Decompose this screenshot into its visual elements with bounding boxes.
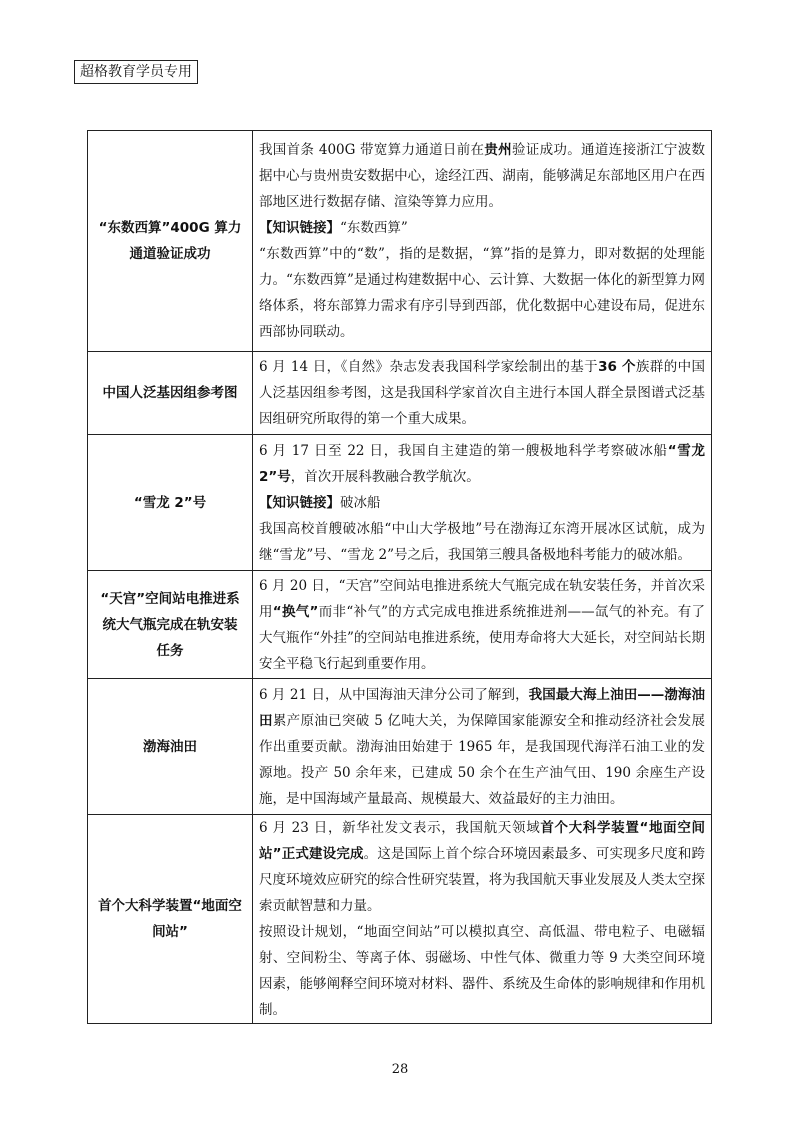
table-row: [88, 679, 712, 815]
paragraph: 6 月 14 日，《自然》杂志发表我国科学家绘制出的基于36 个族群的中国人泛基因组参考图，这是我国科学家首次自主进行本国人群全景图谱式泛基因组研究所取得的第一个重大成果。: [259, 359, 706, 427]
topic-cell: “雪龙 2”号: [88, 435, 253, 571]
content-cell: [253, 571, 712, 679]
table-row: [88, 571, 712, 679]
content-cell: [253, 815, 712, 1024]
topic-cell: “天宫”空间站电推进系统大气瓶完成在轨安装任务: [88, 571, 253, 679]
topic-cell: 首个大科学装置“地面空间站”: [88, 815, 253, 1024]
content-cell: [253, 352, 712, 435]
paragraph: 我国高校首艘破冰船“中山大学极地”号在渤海辽东湾开展冰区试航，成为继“雪龙”号、“雪龙 2”号之后，我国第三艘具备极地科考能力的破冰船。: [259, 520, 705, 563]
knowledge-link: 【知识链接】破冰船: [259, 494, 381, 511]
paragraph: 按照设计规划，“地面空间站”可以模拟真空、高低温、带电粒子、电磁辐射、空间粉尘、等离子体、弱磁场、中性气体、微重力等 9 大类空间环境因素，能够阐释空间环境对材料、器件、系统及生命体的影响规律和作用机制。: [259, 924, 705, 1018]
table-row: [88, 435, 712, 571]
table-row: [88, 131, 712, 352]
topic-cell: 渤海油田: [88, 679, 253, 815]
content-cell: [253, 131, 712, 352]
content-cell: [253, 679, 712, 815]
news-table: [87, 130, 712, 1024]
knowledge-link: 【知识链接】“东数西算”: [259, 220, 408, 236]
header-label: 超格教育学员专用: [74, 60, 198, 84]
paragraph: 我国首条 400G 带宽算力通道日前在贵州验证成功。通道连接浙江宁波数据中心与贵州贵安数据中心，途经江西、湖南，能够满足东部地区用户在西部地区进行数据存储、渲染等算力应用。: [259, 142, 706, 210]
table-row: [88, 815, 712, 1024]
paragraph: 6 月 17 日至 22 日，我国自主建造的第一艘极地科学考察破冰船“雪龙 2”号，首次开展科教融合教学航次。: [259, 442, 705, 485]
table-row: [88, 352, 712, 435]
paragraph: 6 月 21 日，从中国海油天津分公司了解到，我国最大海上油田——渤海油田累产原油已突破 5 亿吨大关，为保障国家能源安全和推动经济社会发展作出重要贡献。渤海油田始建于 1965 年，是我国现代海洋石油工业的发源地。投产 50 余年来，已建成 50 余个在生产油气田、190 余座生产设施，是中国海域产量最高、规模最大、效益最好的主力油田。: [259, 686, 706, 807]
paragraph: “东数西算”中的“数”，指的是数据，“算”指的是算力，即对数据的处理能力。“东数西算”是通过构建数据中心、云计算、大数据一体化的新型算力网络体系，将东部算力需求有序引导到西部，优化数据中心建设布局，促进东西部协同联动。: [259, 246, 705, 340]
topic-cell: “东数西算”400G 算力通道验证成功: [88, 131, 253, 352]
paragraph: 6 月 20 日，“天宫”空间站电推进系统大气瓶完成在轨安装任务，并首次采用“换气”而非“补气”的方式完成电推进系统推进剂——氙气的补充。有了大气瓶作“外挂”的空间站电推进系统，使用寿命将大大延长，对空间站长期安全平稳飞行起到重要作用。: [259, 577, 705, 672]
page-number: 28: [391, 1062, 409, 1077]
paragraph: 6 月 23 日，新华社发文表示，我国航天领域首个大科学装置“地面空间站”正式建设完成。这是国际上首个综合环境因素最多、可实现多尺度和跨尺度环境效应研究的综合性研究装置，将为我国航天事业发展及人类太空探索贡献智慧和力量。: [259, 820, 706, 914]
topic-cell: 中国人泛基因组参考图: [88, 352, 253, 435]
content-cell: [253, 435, 712, 571]
